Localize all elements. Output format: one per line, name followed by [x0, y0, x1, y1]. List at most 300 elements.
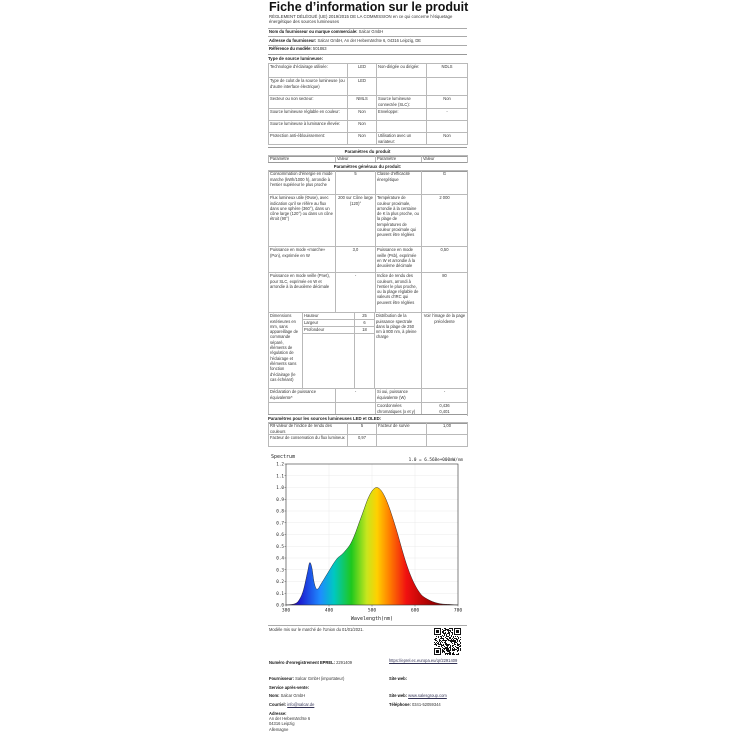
qr-module [452, 629, 453, 630]
model-reference-value: 501863 [312, 46, 327, 51]
param-value: NMLS [348, 96, 377, 109]
qr-module [438, 642, 439, 643]
address-line: Allemagne [269, 726, 289, 732]
qr-module [447, 638, 448, 639]
qr-module [453, 650, 454, 651]
qr-module [446, 653, 447, 654]
qr-module [437, 643, 438, 644]
qr-module [440, 636, 441, 637]
param-label: Type de culot de la source lumineuse (ou d’autre interface électrique) [269, 78, 348, 96]
chart-annotation: 1.0 = 6.568e+000mW/nm [408, 458, 463, 463]
qr-module [450, 630, 451, 631]
qr-module [447, 629, 448, 630]
qr-module [455, 644, 456, 645]
section-general-parameters: Paramètres généraux du produit: [268, 162, 467, 172]
qr-module [446, 629, 447, 630]
param-label [377, 78, 427, 96]
eprel-label: Numéro d’enregistrement EPREL: [269, 660, 335, 665]
qr-module [448, 650, 449, 651]
qr-module [440, 640, 441, 641]
qr-module [451, 632, 452, 633]
qr-module [446, 645, 447, 646]
param-label: Source lumineuse réglable en couleur: [269, 109, 348, 121]
dimension-value: 6 [355, 320, 375, 327]
supplier-address-value: Salcar GmbH, An der Hebemärchte 6, 04316 Leipzig, DE [317, 38, 422, 43]
qr-module [454, 640, 455, 641]
qr-module [453, 649, 454, 650]
qr-module [435, 644, 436, 645]
eprel-value: 2291409 [336, 660, 353, 665]
qr-module [438, 637, 439, 638]
model-note: Modèle mis sur le marché de l’Union du 01/01/2021. [269, 627, 364, 632]
qr-module [444, 628, 445, 629]
equivalent-power-table [268, 388, 468, 416]
x-tick-label: 780 [453, 608, 463, 614]
qr-module [450, 641, 451, 642]
param-label [377, 121, 427, 133]
chart-title: Spectrum [271, 454, 296, 460]
y-tick-label: 0.7 [276, 521, 284, 527]
address-line: 04316 Leipzig [269, 721, 295, 727]
param-label: Enveloppe: [377, 109, 427, 121]
table-row [269, 423, 468, 435]
qr-module [449, 654, 450, 655]
qr-module [446, 640, 447, 641]
qr-module [454, 648, 455, 649]
qr-module [449, 638, 450, 639]
qr-module [449, 640, 450, 641]
table-row [269, 96, 468, 109]
qr-module [449, 651, 450, 652]
qr-module [446, 638, 447, 639]
qr-module [434, 642, 435, 643]
qr-module [442, 638, 443, 639]
qr-module [445, 632, 446, 633]
qr-module [457, 644, 458, 645]
qr-module [442, 651, 443, 652]
divider [268, 625, 467, 626]
qr-module [444, 634, 445, 635]
qr-module [441, 641, 442, 642]
param-value: 0,97 [348, 435, 377, 447]
qr-module [443, 638, 444, 639]
column-header: Paramètre [376, 156, 422, 163]
qr-module [450, 646, 451, 647]
qr-module [444, 649, 445, 650]
qr-module [451, 636, 452, 637]
param-value: LED [348, 78, 377, 96]
param-label: Si oui, puissance équivalente (W) [376, 389, 422, 403]
table-row [269, 247, 468, 273]
qr-module [455, 636, 456, 637]
qr-module [457, 645, 458, 646]
aftersales-name-row [269, 693, 305, 698]
model-reference-row [269, 46, 327, 51]
qr-module [446, 643, 447, 644]
qr-module [454, 643, 455, 644]
qr-module [443, 632, 444, 633]
y-tick-label: 0.9 [276, 497, 284, 503]
qr-module [438, 646, 439, 647]
qr-module [447, 653, 448, 654]
qr-module [447, 649, 448, 650]
qr-module [452, 628, 453, 629]
qr-module [458, 650, 459, 651]
website2-label: Site web: [389, 693, 407, 698]
qr-module [453, 640, 454, 641]
qr-module [457, 640, 458, 641]
param-value: 80 [422, 273, 468, 313]
param-value: LED [348, 64, 377, 78]
qr-module [443, 636, 444, 637]
y-tick-label: 0.1 [276, 591, 284, 597]
param-label: Consommation d’énergie en mode marche (kWh/1000 h), arrondie à l’entier supérieur le plus proche [269, 171, 336, 195]
qr-module [445, 641, 446, 642]
qr-module [458, 648, 459, 649]
qr-module [447, 650, 448, 651]
supplier-footer-row [269, 676, 344, 681]
param-label: Technologie d’éclairage utilisée: [269, 64, 348, 78]
supplier-name-label: Nom du fournisseur ou marque commerciale: [269, 29, 358, 34]
qr-module [446, 650, 447, 651]
qr-module [447, 639, 448, 640]
y-tick-label: 0.3 [276, 568, 284, 574]
table-row [269, 389, 468, 403]
phone-row [389, 702, 441, 707]
qr-module [438, 636, 439, 637]
qr-code[interactable] [434, 628, 461, 655]
qr-module [435, 640, 436, 641]
qr-module [457, 647, 458, 648]
qr-module [440, 638, 441, 639]
table-row [269, 78, 468, 96]
spectral-distribution-value: Voir l’image de la page précédente [422, 313, 468, 389]
qr-module [449, 653, 450, 654]
qr-module [460, 639, 461, 640]
qr-module [447, 646, 448, 647]
dimensions-label: Dimensions extérieures en mm, sans appareillage de commande séparé, éléments de régulation de l’éclairage et éléments sans fonction d’éclairage (le cas échéant) [269, 313, 303, 389]
qr-module [443, 648, 444, 649]
column-header: Valeur [336, 156, 376, 163]
param-label: Puissance en mode veille (Psb), exprimée en W et arrondie à la deuxième décimale [376, 247, 422, 273]
qr-module [450, 649, 451, 650]
qr-module [455, 640, 456, 641]
qr-module [439, 646, 440, 647]
qr-module [442, 650, 443, 651]
qr-module [444, 651, 445, 652]
dimension-name: Hauteur [303, 313, 355, 320]
param-label: Flux lumineux utile (Φuse), avec indication qu’il se réfère au flux dans une sphère (360°), dans un cône large (120°) ou dans un cône étroit (90°) [269, 195, 336, 247]
param-label: R9 valeur de l’indice de rendu des couleurs [269, 423, 348, 435]
qr-module [442, 640, 443, 641]
qr-module [456, 654, 457, 655]
qr-module [440, 644, 441, 645]
param-label: Indice de rendu des couleurs, arrondi à l’entier le plus proche, ou la plage réglable de valeurs d’IRC qui peuvent être réglées [376, 273, 422, 313]
qr-module [452, 650, 453, 651]
qr-module [447, 633, 448, 634]
qr-module [443, 644, 444, 645]
param-value [427, 78, 468, 96]
contact-row [269, 702, 314, 707]
qr-module [435, 638, 436, 639]
y-tick-label: 0.8 [276, 509, 284, 515]
qr-module [447, 651, 448, 652]
qr-module [460, 642, 461, 643]
param-label: Source lumineuse connectée (SLC): [377, 96, 427, 109]
qr-module [445, 653, 446, 654]
qr-module [442, 635, 443, 636]
qr-module [457, 643, 458, 644]
model-reference-label: Référence du modèle: [269, 46, 312, 51]
param-label: Non-dirigée ou dirigée: [377, 64, 427, 78]
qr-module [442, 652, 443, 653]
qr-module [448, 631, 449, 632]
qr-module [450, 650, 451, 651]
section-led-parameters: Paramètres pour les sources lumineuses LED et OLED: [268, 414, 467, 424]
qr-module [448, 630, 449, 631]
qr-module [436, 636, 437, 637]
qr-module [435, 639, 436, 640]
qr-module [455, 641, 456, 642]
qr-module [449, 634, 450, 635]
qr-module [443, 645, 444, 646]
qr-module [444, 652, 445, 653]
qr-module [447, 647, 448, 648]
qr-module [452, 654, 453, 655]
param-value: - [336, 273, 376, 313]
qr-module [449, 644, 450, 645]
light-source-type-table [268, 63, 468, 145]
column-header: Valeur [422, 156, 468, 163]
qr-module [449, 650, 450, 651]
qr-module [448, 645, 449, 646]
y-tick-label: 0.5 [276, 544, 284, 550]
eprel-link[interactable]: https://eprel.ec.europa.eu/qr/2291409 [389, 658, 458, 663]
supplier-name-value: Salcar GmbH [358, 29, 384, 34]
qr-module [448, 644, 449, 645]
qr-module [453, 639, 454, 640]
qr-module [434, 639, 435, 640]
qr-module [445, 640, 446, 641]
qr-module [442, 649, 443, 650]
address-label: Adresse: [269, 711, 287, 716]
qr-module [458, 637, 459, 638]
qr-module [460, 646, 461, 647]
y-tick-label: 1.0 [276, 486, 284, 491]
table-row [269, 435, 468, 447]
qr-module [446, 648, 447, 649]
website2-link[interactable]: www.salesgroup.com [408, 693, 447, 698]
qr-module [458, 645, 459, 646]
qr-module [452, 645, 453, 646]
qr-module [458, 649, 459, 650]
qr-module [436, 645, 437, 646]
qr-module [451, 635, 452, 636]
qr-module [453, 641, 454, 642]
qr-module [449, 628, 450, 629]
qr-module [454, 650, 455, 651]
qr-module [458, 644, 459, 645]
qr-module [458, 638, 459, 639]
param-label: Protection anti-éblouissement: [269, 133, 348, 145]
param-label [377, 435, 427, 447]
qr-module [447, 648, 448, 649]
param-value: - [427, 109, 468, 121]
qr-module [443, 640, 444, 641]
qr-module [444, 635, 445, 636]
qr-module [442, 631, 443, 632]
qr-module [445, 628, 446, 629]
qr-module [456, 630, 459, 633]
param-value: 1,00 [427, 423, 468, 435]
section-product-parameters: Paramètres du produit [268, 147, 467, 157]
qr-module [441, 636, 442, 637]
qr-module [450, 631, 451, 632]
qr-module [442, 645, 443, 646]
qr-module [449, 652, 450, 653]
address-line: An der Hebemärchte 6 [269, 716, 311, 721]
dimension-value: 25 [355, 313, 375, 320]
param-label: Classe d’efficacité énergétique [376, 171, 422, 195]
qr-module [446, 634, 447, 635]
x-tick-label: 680 [410, 608, 420, 614]
address-block [269, 716, 310, 732]
qr-module [448, 639, 449, 640]
qr-module [448, 653, 449, 654]
param-value: - [422, 389, 468, 403]
qr-module [448, 629, 449, 630]
phone-value: 0341-52059344 [411, 702, 441, 707]
qr-module [460, 637, 461, 638]
qr-module [447, 644, 448, 645]
qr-module [452, 630, 453, 631]
qr-module [447, 636, 448, 637]
param-value: Non [348, 133, 377, 145]
table-row [269, 195, 468, 247]
qr-module [452, 633, 453, 634]
divider [268, 36, 467, 37]
param-value: 2 000 [422, 195, 468, 247]
qr-module [436, 630, 439, 633]
led-parameters-table [268, 422, 468, 447]
qr-module [459, 644, 460, 645]
table-row [269, 133, 468, 145]
qr-module [437, 641, 438, 642]
qr-module [450, 640, 451, 641]
eprel-row [269, 660, 352, 665]
qr-module [446, 635, 447, 636]
qr-module [445, 647, 446, 648]
qr-module [445, 637, 446, 638]
qr-module [454, 642, 455, 643]
qr-module [448, 632, 449, 633]
qr-module [451, 628, 452, 629]
y-tick-label: 0.0 [276, 603, 284, 609]
qr-module [450, 638, 451, 639]
qr-module [446, 636, 447, 637]
qr-module [460, 649, 461, 650]
qr-module [456, 638, 457, 639]
qr-module [449, 633, 450, 634]
param-value: G [422, 171, 468, 195]
qr-module [455, 649, 456, 650]
qr-module [454, 654, 455, 655]
param-value: 200 sur Cône large (120)° [336, 195, 376, 247]
param-value: - [336, 389, 376, 403]
qr-module [443, 639, 444, 640]
table-row [269, 171, 468, 195]
param-label: Coordonnées chromatiques (x et y) [376, 403, 422, 416]
qr-module [444, 633, 445, 634]
qr-module [448, 636, 449, 637]
param-value [427, 435, 468, 447]
x-tick-label: 580 [367, 608, 377, 614]
contact-email-link[interactable]: info@salcar.de [287, 702, 315, 707]
qr-module [434, 644, 435, 645]
qr-module [456, 647, 457, 648]
qr-module [449, 647, 450, 648]
param-label: Facteur de conservation du flux lumineux [269, 435, 348, 447]
qr-module [447, 654, 448, 655]
qr-module [457, 636, 458, 637]
qr-module [450, 645, 451, 646]
website2-row [389, 693, 447, 698]
dimension-value: 18 [355, 327, 375, 334]
param-label: Puissance en mode «marche» (Pon), exprimée en W [269, 247, 336, 273]
qr-module [458, 654, 459, 655]
qr-module [443, 651, 444, 652]
supplier-row [269, 29, 383, 34]
qr-module [458, 653, 459, 654]
y-tick-label: 0.6 [276, 533, 284, 538]
qr-module [438, 644, 439, 645]
supplier-address-row [269, 38, 421, 43]
qr-module [443, 631, 444, 632]
param-value: NDLS [427, 64, 468, 78]
qr-module [443, 633, 444, 634]
qr-module [448, 633, 449, 634]
qr-module [445, 629, 446, 630]
qr-module [460, 645, 461, 646]
qr-module [448, 648, 449, 649]
qr-module [459, 640, 460, 641]
param-value: Non [348, 121, 377, 133]
x-tick-label: 380 [281, 608, 291, 614]
dimensions-table [268, 312, 468, 389]
qr-module [460, 648, 461, 649]
qr-module [445, 633, 446, 634]
qr-module [454, 638, 455, 639]
qr-module [446, 649, 447, 650]
qr-module [453, 654, 454, 655]
param-label: Utilisation avec un variateur: [377, 133, 427, 145]
qr-module [439, 639, 440, 640]
spectrum-chart [268, 452, 467, 624]
dimension-name: Largeur [303, 320, 355, 327]
qr-module [438, 643, 439, 644]
qr-module [443, 650, 444, 651]
param-value: 5 [336, 171, 376, 195]
x-axis-label: Wavelength(nm) [350, 616, 394, 622]
qr-module [435, 643, 436, 644]
qr-module [453, 647, 454, 648]
qr-module [452, 638, 453, 639]
qr-module [453, 645, 454, 646]
qr-module [453, 653, 454, 654]
qr-module [452, 653, 453, 654]
table-row [269, 109, 468, 121]
product-information-sheet [268, 0, 467, 736]
